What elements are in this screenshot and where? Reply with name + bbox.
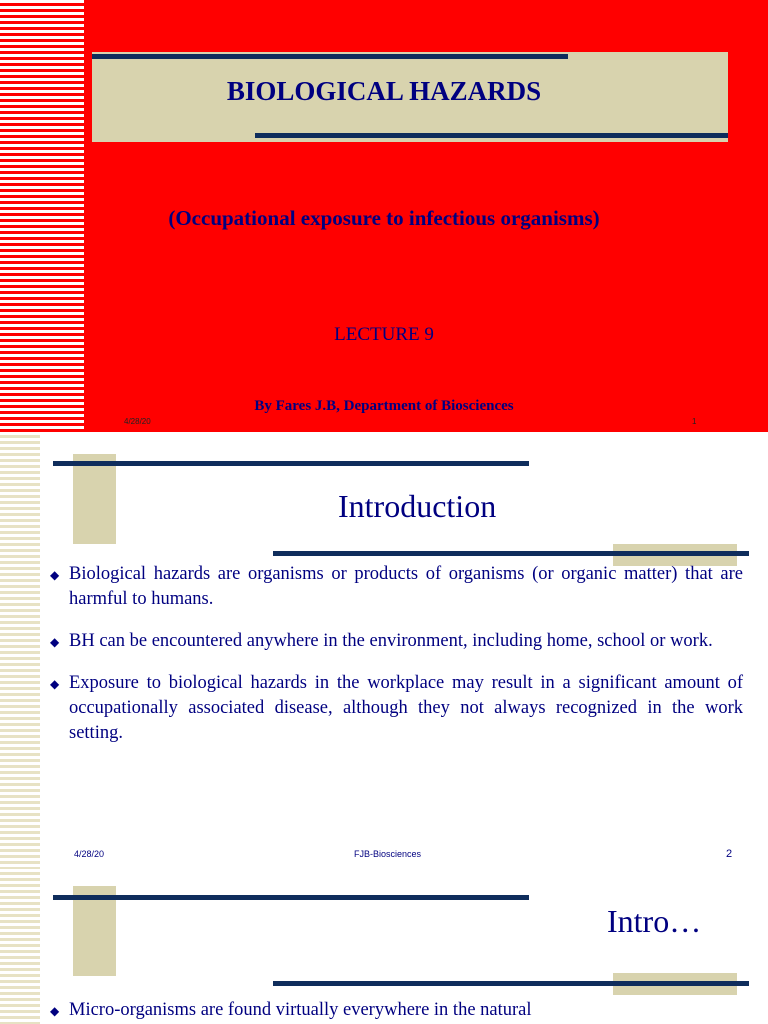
list-item [50,671,743,746]
list-item [50,998,743,1023]
bullet-list [50,998,743,1024]
diamond-bullet-icon: ◆ [50,568,60,582]
bullet-text: Micro-organisms are found virtually everywhere in the natural [69,1000,532,1020]
slide-2 [0,432,768,869]
title-bar-bottom [255,133,728,138]
heading-bar-top [53,461,529,466]
bullet-list [50,562,743,763]
lecture-label: LECTURE 9 [334,324,434,345]
list-item [50,562,743,612]
bullet-text: Exposure to biological hazards in the workplace may result in a significant amount of occupationally associated disease, although they not always recognized in the work setting. [69,673,743,743]
byline: By Fares J.B, Department of Biosciences [254,398,514,414]
diamond-bullet-icon: ◆ [50,635,60,649]
decorative-block [73,454,116,544]
slide-number: 2 [726,848,733,860]
slide-1 [0,0,768,432]
bullet-text: Biological hazards are organisms or products of organisms (or organic matter) that are harmful to humans. [69,564,743,609]
slide-date: 4/28/20 [74,849,105,859]
slide-date: 4/28/20 [124,417,151,426]
heading-bar-bottom [273,981,749,986]
slide-title: BIOLOGICAL HAZARDS [226,76,542,106]
slide-3 [0,869,768,1024]
heading-bar-top [53,895,529,900]
bullet-text: BH can be encountered anywhere in the environment, including home, school or work. [69,631,713,651]
slide-footer-label: FJB-Biosciences [354,849,422,859]
decorative-stripes [0,869,40,1024]
title-bar-top [92,54,568,59]
slide-subtitle: (Occupational exposure to infectious organisms) [168,206,600,230]
heading-bar-bottom [273,551,749,556]
list-item [50,629,743,654]
diamond-bullet-icon: ◆ [50,1004,60,1018]
slide-heading: Intro… [607,903,702,939]
diamond-bullet-icon: ◆ [50,677,60,691]
slide-heading: Introduction [338,488,497,524]
slide-number: 1 [692,417,697,426]
decorative-stripes [0,432,40,869]
